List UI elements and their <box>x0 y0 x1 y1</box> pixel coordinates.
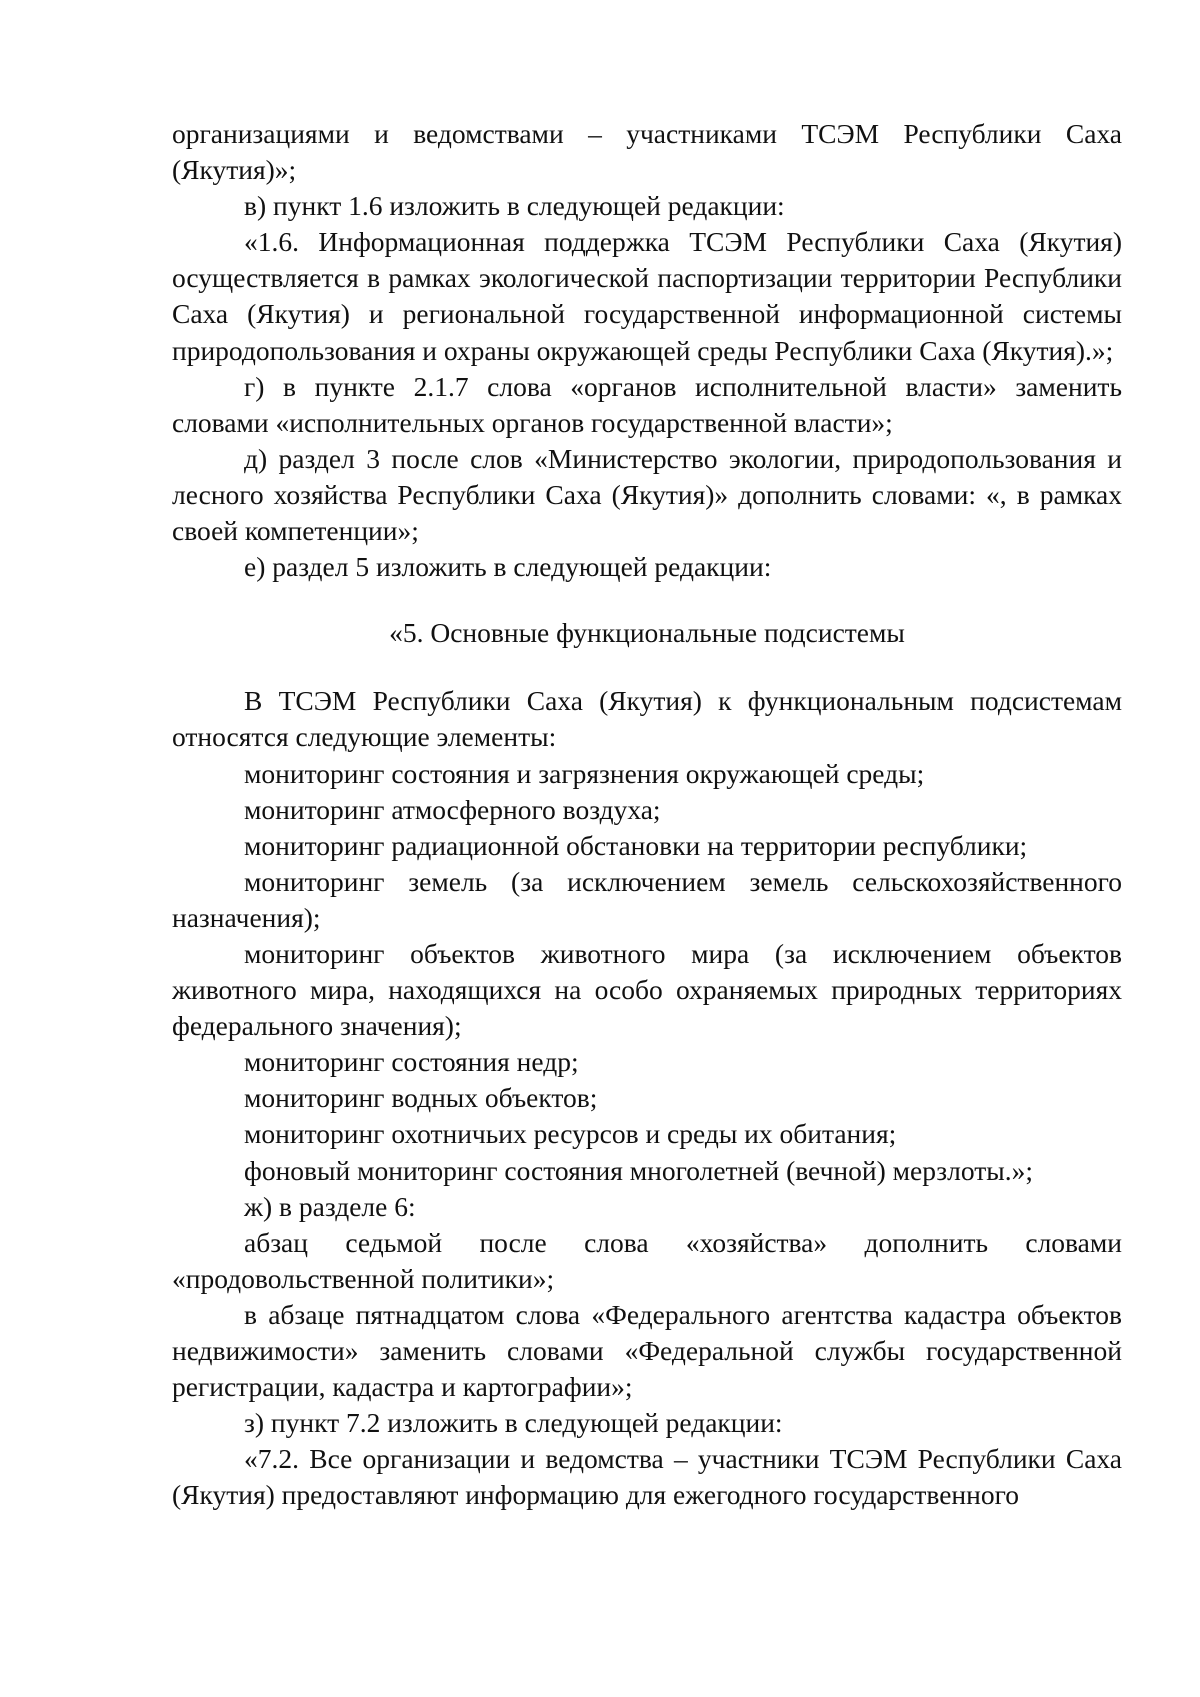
paragraph-item-d: д) раздел 3 после слов «Министерство экологии, природопользования и лесного хозяйства Республики Саха (Якутия)» дополнить словами: «, в рамках своей компетенции»; <box>172 442 1122 547</box>
list-item-wildlife: мониторинг объектов животного мира (за исключением объектов животного мира, находящихся на особо охраняемых природных территориях федерального значения); <box>172 937 1122 1042</box>
list-item-lands: мониторинг земель (за исключением земель сельскохозяйственного назначения); <box>172 865 1122 933</box>
document-page <box>172 116 1122 1513</box>
list-item-air: мониторинг атмосферного воздуха; <box>244 793 661 825</box>
list-item-environment: мониторинг состояния и загрязнения окружающей среды; <box>244 757 925 789</box>
paragraph-quote-1-6: «1.6. Информационная поддержка ТСЭМ Республики Саха (Якутия) осуществляется в рамках экологической паспортизации территории Республики Саха (Якутия) и региональной государственной информационной системы природопользования и охраны окружающей среды Республики Саха (Якутия).»; <box>172 226 1122 366</box>
paragraph-quote-7-2: «7.2. Все организации и ведомства – участники ТСЭМ Республики Саха (Якутия) предоставляют информацию для ежегодного государственного <box>172 1443 1122 1511</box>
list-item-hunting: мониторинг охотничьих ресурсов и среды их обитания; <box>244 1118 897 1150</box>
list-item-water: мониторинг водных объектов; <box>244 1082 598 1114</box>
list-item-radiation: мониторинг радиационной обстановки на территории республики; <box>244 829 1028 861</box>
paragraph-item-g: г) в пункте 2.1.7 слова «органов исполнительной власти» заменить словами «исполнительных органов государственной власти»; <box>172 370 1122 438</box>
paragraph-item-e: е) раздел 5 изложить в следующей редакции: <box>244 551 772 583</box>
section-heading: «5. Основные функциональные подсистемы <box>389 617 905 649</box>
paragraph-item-zh: ж) в разделе 6: <box>244 1190 416 1222</box>
list-item-permafrost: фоновый мониторинг состояния многолетней (вечной) мерзлоты.»; <box>244 1154 1034 1186</box>
list-item-subsoil: мониторинг состояния недр; <box>244 1046 579 1078</box>
paragraph-item-z: з) пункт 7.2 изложить в следующей редакции: <box>244 1407 783 1439</box>
paragraph-section-5-intro: В ТСЭМ Республики Саха (Якутия) к функциональным подсистемам относятся следующие элементы: <box>172 685 1122 753</box>
paragraph-seventh-abzats: абзац седьмой после слова «хозяйства» дополнить словами «продовольственной политики»; <box>172 1226 1122 1294</box>
paragraph-continuation: организациями и ведомствами – участниками ТСЭМ Республики Саха (Якутия)»; <box>172 118 1122 186</box>
paragraph-fifteenth-abzats: в абзаце пятнадцатом слова «Федерального агентства кадастра объектов недвижимости» заменить словами «Федеральной службы государственной регистрации, кадастра и картографии»; <box>172 1298 1122 1403</box>
paragraph-item-v: в) пункт 1.6 изложить в следующей редакции: <box>244 190 785 222</box>
